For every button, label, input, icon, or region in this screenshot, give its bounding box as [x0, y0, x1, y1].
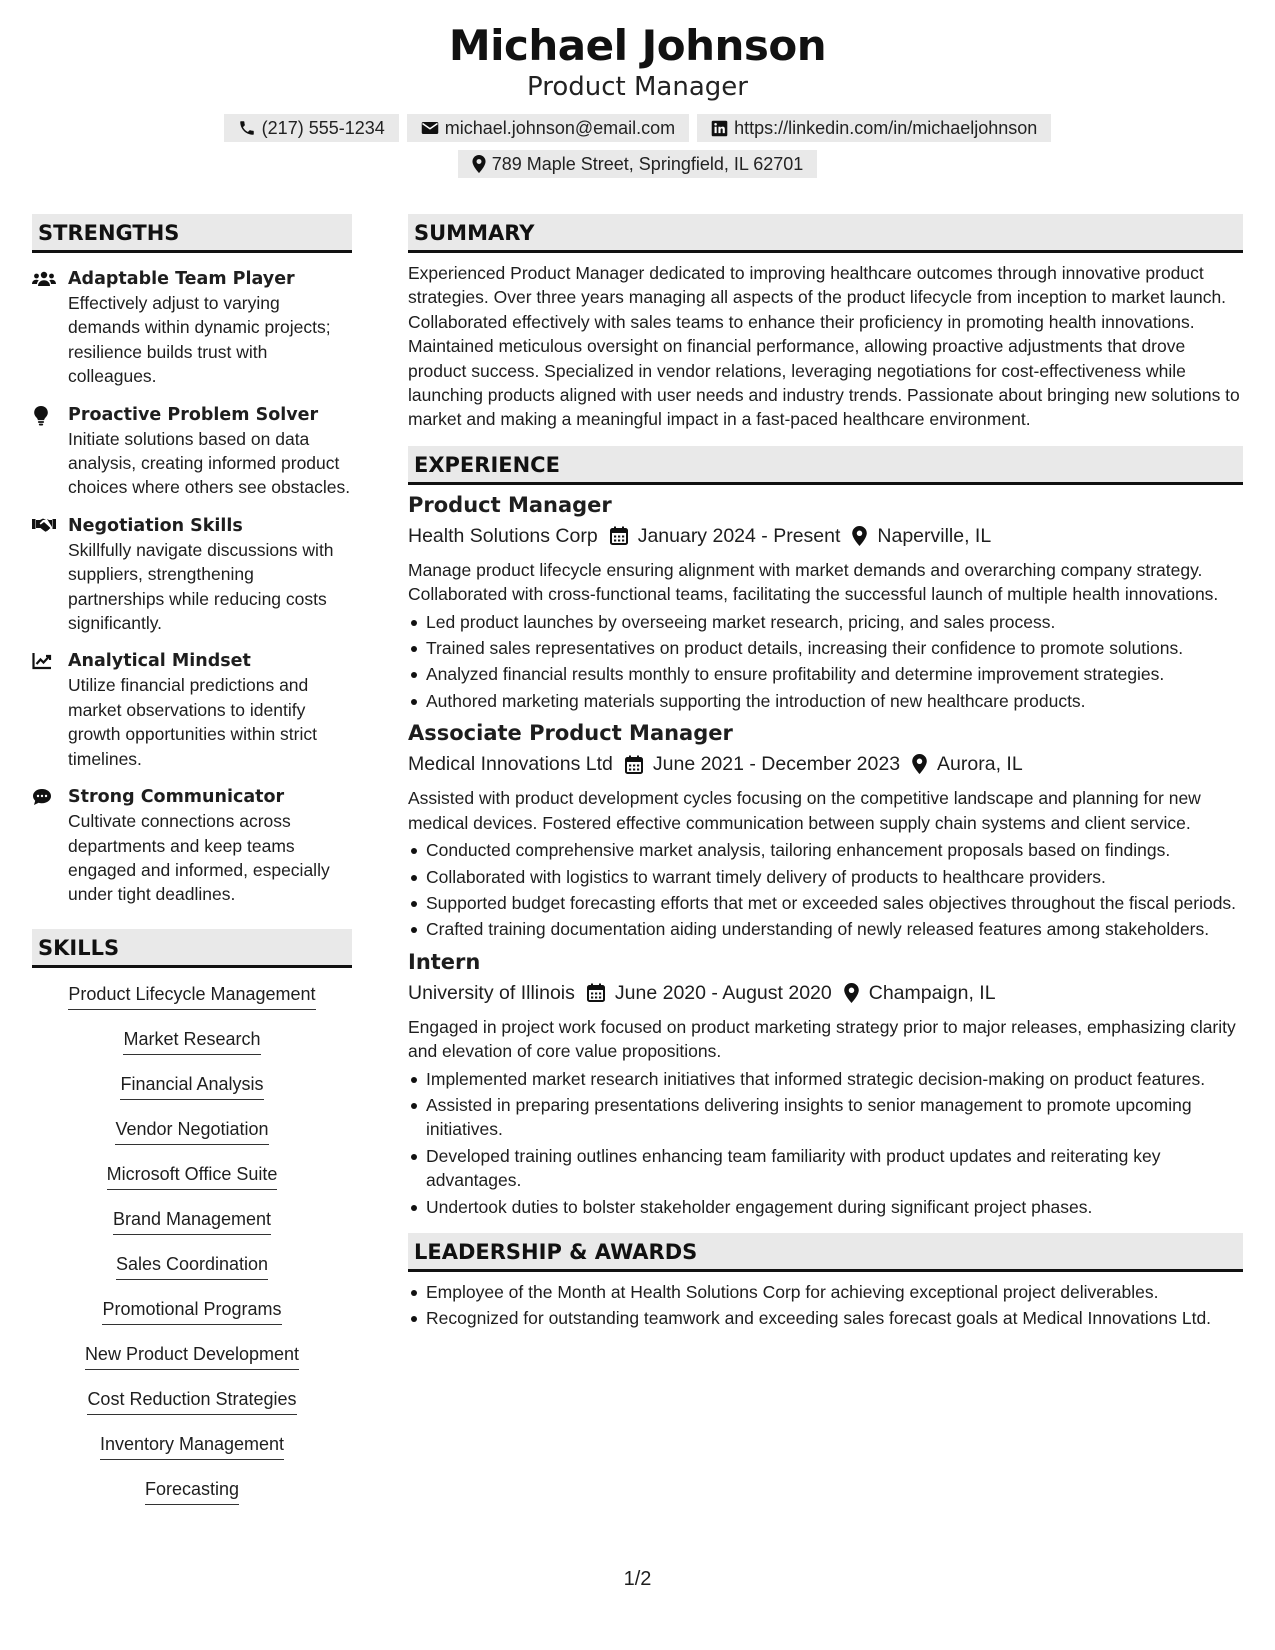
skill-tag: Cost Reduction Strategies — [87, 1387, 296, 1415]
map-pin-icon — [852, 526, 867, 546]
contact-phone — [224, 114, 399, 142]
handshake-icon — [32, 514, 54, 636]
list-item: Developed training outlines enhancing team familiarity with product updates and reiterating key advantages. — [408, 1144, 1243, 1193]
strength-text: Cultivate connections across departments and keep teams engaged and informed, especially under tight deadlines. — [68, 811, 330, 905]
calendar-icon — [587, 983, 605, 1002]
company-name: Medical Innovations Ltd — [408, 753, 613, 776]
job-meta — [408, 750, 1243, 778]
job-location: Aurora, IL — [937, 753, 1023, 776]
list-item: Collaborated with logistics to warrant timely delivery of products to healthcare providers. — [408, 865, 1243, 889]
list-item: Led product launches by overseeing market research, pricing, and sales process. — [408, 610, 1243, 634]
phone-text: (217) 555-1234 — [261, 118, 385, 138]
company-name: University of Illinois — [408, 981, 575, 1004]
job-entry — [408, 948, 1243, 1219]
list-item: Conducted comprehensive market analysis, tailoring enhancement proposals based on findings. — [408, 838, 1243, 862]
job-meta — [408, 522, 1243, 550]
resume-header — [0, 20, 1275, 178]
job-bullets — [408, 610, 1243, 714]
job-location: Champaign, IL — [868, 981, 996, 1004]
experience-heading: EXPERIENCE — [408, 446, 1243, 485]
list-item: Crafted training documentation aiding understanding of newly released features among stakeholders. — [408, 917, 1243, 941]
job-description: Manage product lifecycle ensuring alignment with market demands and overarching company strategy. Collaborated with cross-functional teams, facilitating the successful launch of multiple health innovations. — [408, 559, 1219, 605]
envelope-icon — [421, 120, 439, 136]
strength-title: Proactive Problem Solver — [68, 404, 319, 425]
strength-item — [32, 785, 352, 907]
list-item: Undertook duties to bolster stakeholder engagement during significant project phases. — [408, 1195, 1243, 1219]
skill-tag: Forecasting — [145, 1477, 239, 1505]
skill-tag: Inventory Management — [100, 1432, 284, 1460]
job-description: Engaged in project work focused on product marketing strategy prior to major releases, emphasizing clarity and elevation of core value propositions. — [408, 1016, 1236, 1062]
linkedin-text[interactable]: https://linkedin.com/in/michaeljohnson — [734, 118, 1038, 138]
job-description: Assisted with product development cycles focusing on the competitive landscape and planning for new medical devices. Fostered effective communication between supply chain systems and client service. — [408, 788, 1201, 833]
strength-text: Utilize financial predictions and market observations to identify growth opportunities within strict timelines. — [68, 675, 317, 769]
skill-tag: Financial Analysis — [120, 1072, 263, 1100]
address-text: 789 Maple Street, Springfield, IL 62701 — [491, 154, 804, 174]
map-pin-icon — [912, 754, 927, 774]
job-title: Product Manager — [408, 492, 612, 517]
skills-list — [32, 982, 352, 1522]
job-entry — [408, 491, 1243, 713]
list-item: Trained sales representatives on product details, increasing their confidence to promote solutions. — [408, 636, 1243, 660]
strength-text: Initiate solutions based on data analysis, creating informed product choices where others see obstacles. — [68, 428, 351, 498]
strength-title: Analytical Mindset — [68, 651, 251, 672]
list-item: Employee of the Month at Health Solutions Corp for achieving exceptional project deliverables. — [408, 1280, 1243, 1304]
contact-linkedin[interactable] — [697, 114, 1051, 142]
summary-text: Experienced Product Manager dedicated to improving healthcare outcomes through innovative product strategies. Over three years managing all aspects of the product lifecycle from inception to market launch. Collaborated effectively with sales teams to enhance their proficiency in promoting health innovations. Maintained meticulous oversight on financial performance, allowing proactive adjustments that drove product success. Specialized in vendor relations, leveraging negotiations for cost-effectiveness while launching products aligned with user needs and industry trends. Passionate about bringing new solutions to market and making a meaningful impact in a fast-paced healthcare environment. — [408, 263, 1240, 430]
skill-tag: Brand Management — [113, 1207, 271, 1235]
job-dates: January 2024 - Present — [637, 524, 841, 547]
users-icon — [32, 267, 54, 389]
skill-tag: Promotional Programs — [102, 1297, 281, 1325]
summary-heading: SUMMARY — [408, 214, 1243, 253]
job-dates: June 2020 - August 2020 — [614, 981, 832, 1004]
list-item: Implemented market research initiatives that informed strategic decision-making on product features. — [408, 1067, 1243, 1091]
skill-tag: New Product Development — [85, 1342, 299, 1370]
strength-title: Strong Communicator — [68, 787, 285, 808]
speech-bubble-icon — [32, 785, 54, 907]
email-text[interactable]: michael.johnson@email.com — [444, 118, 676, 138]
strength-text: Effectively adjust to varying demands within dynamic projects; resilience builds trust with colleagues. — [68, 293, 331, 387]
skills-heading: SKILLS — [32, 929, 352, 968]
awards-list — [408, 1280, 1243, 1331]
list-item: Assisted in preparing presentations delivering insights to senior management to promote upcoming initiatives. — [408, 1093, 1243, 1142]
job-title: Associate Product Manager — [408, 721, 733, 746]
job-dates: June 2021 - December 2023 — [652, 753, 901, 776]
skill-tag: Microsoft Office Suite — [107, 1162, 278, 1190]
awards-heading: LEADERSHIP & AWARDS — [408, 1233, 1243, 1272]
job-bullets — [408, 838, 1243, 942]
list-item: Recognized for outstanding teamwork and exceeding sales forecast goals at Medical Innovations Ltd. — [408, 1306, 1243, 1330]
map-pin-icon — [844, 983, 859, 1003]
lightbulb-icon — [32, 403, 54, 500]
job-title: Intern — [408, 949, 481, 974]
contact-address — [458, 150, 818, 178]
strength-item — [32, 514, 352, 636]
strengths-heading: STRENGTHS — [32, 214, 352, 253]
map-pin-icon — [472, 155, 486, 173]
strength-item — [32, 267, 352, 389]
strength-title: Adaptable Team Player — [68, 269, 295, 289]
list-item: Supported budget forecasting efforts that met or exceeded sales objectives throughout the fiscal periods. — [408, 891, 1243, 915]
contact-row — [0, 114, 1275, 142]
job-bullets — [408, 1067, 1243, 1219]
skill-tag: Sales Coordination — [116, 1252, 268, 1280]
contact-email[interactable] — [407, 114, 689, 142]
contact-row-address — [0, 150, 1275, 178]
job-meta — [408, 979, 1243, 1007]
chart-line-icon — [32, 649, 54, 771]
left-column — [32, 214, 352, 1522]
skill-tag: Vendor Negotiation — [115, 1117, 268, 1145]
skill-tag: Market Research — [123, 1027, 260, 1055]
strength-title: Negotiation Skills — [68, 515, 243, 536]
list-item: Authored marketing materials supporting the introduction of new healthcare products. — [408, 689, 1243, 713]
phone-icon — [238, 119, 256, 137]
strength-item — [32, 649, 352, 771]
skill-tag: Product Lifecycle Management — [68, 982, 315, 1010]
candidate-title: Product Manager — [527, 72, 748, 102]
calendar-icon — [610, 526, 628, 545]
candidate-name: Michael Johnson — [448, 21, 827, 70]
right-column — [408, 214, 1243, 1333]
strength-item — [32, 403, 352, 500]
strength-text: Skillfully navigate discussions with suppliers, strengthening partnerships while reducing costs significantly. — [68, 539, 334, 634]
company-name: Health Solutions Corp — [408, 524, 598, 547]
job-location: Naperville, IL — [877, 524, 992, 547]
list-item: Analyzed financial results monthly to ensure profitability and determine improvement strategies. — [408, 662, 1243, 686]
linkedin-icon — [711, 120, 728, 137]
job-entry — [408, 719, 1243, 941]
page-number: 1/2 — [623, 1568, 652, 1590]
calendar-icon — [625, 755, 643, 774]
